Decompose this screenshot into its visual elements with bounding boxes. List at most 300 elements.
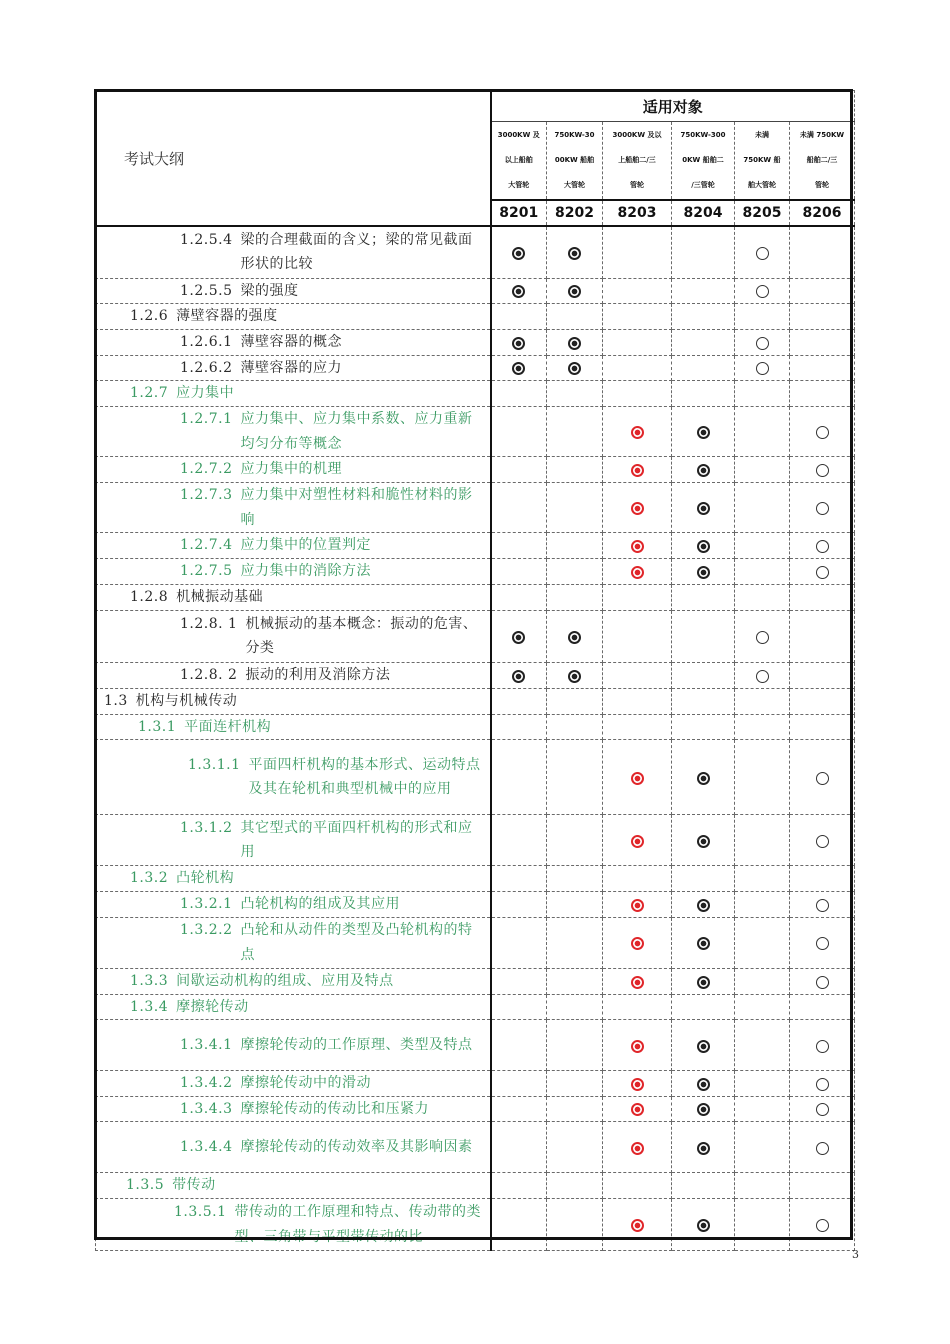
black-bullseye-icon: [512, 247, 525, 260]
outline-item: [96, 457, 491, 483]
mark-cell: [547, 994, 603, 1020]
mark-cell: [735, 483, 790, 533]
column-name-line: 舶大管轮: [748, 181, 776, 189]
mark-cell: [790, 329, 855, 355]
mark-cell: [735, 533, 790, 559]
red-bullseye-icon: [631, 1103, 644, 1116]
item-number: 1.3.1: [138, 718, 177, 735]
mark-cell: [547, 1173, 603, 1199]
mark-cell: [790, 278, 855, 304]
mark-cell: [603, 1173, 672, 1199]
item-text: 梁的合理截面的含义；梁的常见截面形状的比较: [240, 231, 473, 273]
item-number: 1.2.7.3: [180, 487, 233, 503]
item-number: 1.2.8. 1: [180, 615, 238, 632]
mark-cell: [672, 457, 735, 483]
mark-cell: [603, 866, 672, 892]
outline-item: [96, 866, 491, 892]
black-bullseye-icon: [697, 899, 710, 912]
mark-cell: [672, 329, 735, 355]
item-number: 1.3.2.1: [180, 896, 233, 912]
red-bullseye-icon: [631, 1142, 644, 1155]
mark-cell: [735, 381, 790, 407]
mark-cell: [547, 688, 603, 714]
table-row: [96, 1020, 855, 1071]
table-row: [96, 1071, 855, 1097]
mark-cell: [735, 584, 790, 610]
item-text: 其它型式的平面四杆机构的形式和应用: [240, 819, 473, 860]
mark-cell: [603, 533, 672, 559]
mark-cell: [491, 304, 547, 330]
column-name-4: [672, 122, 735, 201]
mark-cell: [672, 688, 735, 714]
mark-cell: [790, 533, 855, 559]
open-circle-icon: [756, 247, 769, 260]
outline-item: [96, 815, 491, 866]
mark-cell: [735, 688, 790, 714]
mark-cell: [672, 278, 735, 304]
outline-header: 考试大纲: [96, 91, 491, 227]
black-bullseye-icon: [512, 285, 525, 298]
column-name-line: 以上船舶: [504, 156, 533, 164]
outline-item: [96, 483, 491, 533]
red-bullseye-icon: [631, 899, 644, 912]
mark-cell: [790, 968, 855, 994]
mark-cell: [603, 968, 672, 994]
item-number: 1.2.7.5: [180, 563, 233, 579]
item-text: 应力集中: [176, 385, 235, 402]
outline-item: [96, 892, 491, 918]
mark-cell: [491, 815, 547, 866]
column-code-4: 8204: [672, 200, 735, 226]
red-bullseye-icon: [631, 772, 644, 785]
table-row: [96, 278, 855, 304]
mark-cell: [603, 688, 672, 714]
mark-cell: [547, 278, 603, 304]
mark-cell: [491, 1199, 547, 1251]
black-bullseye-icon: [568, 337, 581, 350]
mark-cell: [672, 740, 735, 815]
mark-cell: [491, 662, 547, 688]
mark-cell: [672, 1096, 735, 1122]
mark-cell: [603, 483, 672, 533]
red-bullseye-icon: [631, 937, 644, 950]
mark-cell: [790, 1096, 855, 1122]
item-text: 梁的强度: [240, 282, 299, 299]
open-circle-icon: [816, 566, 829, 579]
red-bullseye-icon: [631, 566, 644, 579]
outline-item: [96, 533, 491, 559]
item-text: 应力集中的位置判定: [240, 537, 371, 554]
mark-cell: [735, 714, 790, 740]
item-number: 1.2.5.5: [180, 282, 233, 299]
mark-cell: [790, 1020, 855, 1071]
mark-cell: [735, 1173, 790, 1199]
item-number: 1.3.4.3: [180, 1100, 233, 1117]
mark-cell: [603, 610, 672, 662]
mark-cell: [603, 815, 672, 866]
mark-cell: [672, 483, 735, 533]
table-row: [96, 457, 855, 483]
column-name-5: [735, 122, 790, 201]
open-circle-icon: [816, 899, 829, 912]
table-row: [96, 1122, 855, 1173]
open-circle-icon: [816, 540, 829, 553]
column-code-3: 8203: [603, 200, 672, 226]
column-code-5: 8205: [735, 200, 790, 226]
page-number: 3: [852, 1248, 859, 1261]
mark-cell: [491, 1071, 547, 1097]
mark-cell: [603, 994, 672, 1020]
outline-item: [96, 559, 491, 585]
table-row: [96, 994, 855, 1020]
mark-cell: [790, 304, 855, 330]
mark-cell: [790, 355, 855, 381]
black-bullseye-icon: [697, 1142, 710, 1155]
item-number: 1.2.7.1: [180, 411, 233, 427]
column-code-2: 8202: [547, 200, 603, 226]
column-name-line: 上船舶二/三: [618, 156, 656, 164]
mark-cell: [790, 457, 855, 483]
item-text: 平面连杆机构: [184, 718, 272, 735]
mark-cell: [547, 381, 603, 407]
mark-cell: [735, 740, 790, 815]
mark-cell: [603, 1122, 672, 1173]
mark-cell: [491, 892, 547, 918]
mark-cell: [547, 226, 603, 278]
mark-cell: [672, 407, 735, 457]
column-name-line: 未满: [755, 131, 769, 139]
outline-item: [96, 355, 491, 381]
mark-cell: [735, 1199, 790, 1251]
table-row: [96, 892, 855, 918]
item-text: 带传动: [172, 1177, 216, 1194]
outline-item: [96, 407, 491, 457]
mark-cell: [491, 1173, 547, 1199]
open-circle-icon: [816, 1078, 829, 1091]
item-text: 摩擦轮传动的工作原理、类型及特点: [240, 1036, 473, 1053]
mark-cell: [603, 1071, 672, 1097]
mark-cell: [735, 662, 790, 688]
item-number: 1.3.2.2: [180, 922, 233, 938]
column-name-2: [547, 122, 603, 201]
column-name-line: 未满 750KW: [799, 131, 845, 139]
mark-cell: [735, 457, 790, 483]
mark-cell: [672, 866, 735, 892]
mark-cell: [672, 714, 735, 740]
black-bullseye-icon: [697, 1078, 710, 1091]
mark-cell: [547, 740, 603, 815]
item-text: 凸轮机构的组成及其应用: [240, 896, 400, 912]
mark-cell: [735, 1071, 790, 1097]
item-text: 应力集中的机理: [240, 461, 342, 478]
mark-cell: [672, 968, 735, 994]
item-text: 摩擦轮传动: [176, 998, 249, 1015]
open-circle-icon: [756, 670, 769, 683]
red-bullseye-icon: [631, 540, 644, 553]
black-bullseye-icon: [568, 285, 581, 298]
mark-cell: [735, 866, 790, 892]
open-circle-icon: [816, 1040, 829, 1053]
column-name-line: 船舶二/三: [806, 156, 838, 164]
black-bullseye-icon: [568, 670, 581, 683]
outline-item: [96, 714, 491, 740]
mark-cell: [790, 1122, 855, 1173]
outline-item: [96, 584, 491, 610]
mark-cell: [790, 815, 855, 866]
item-text: 间歇运动机构的组成、应用及特点: [176, 972, 394, 989]
item-number: 1.2.7: [130, 385, 169, 402]
mark-cell: [603, 278, 672, 304]
black-bullseye-icon: [512, 670, 525, 683]
open-circle-icon: [816, 835, 829, 848]
outline-item: [96, 278, 491, 304]
mark-cell: [603, 559, 672, 585]
mark-cell: [547, 407, 603, 457]
item-number: 1.2.6.2: [180, 359, 233, 376]
table-row: [96, 866, 855, 892]
open-circle-icon: [816, 937, 829, 950]
mark-cell: [735, 994, 790, 1020]
item-number: 1.2.6.1: [180, 333, 233, 350]
column-name-6: [790, 122, 855, 201]
mark-cell: [491, 1096, 547, 1122]
table-row: [96, 714, 855, 740]
mark-cell: [672, 1020, 735, 1071]
mark-cell: [790, 407, 855, 457]
table-row: [96, 1199, 855, 1251]
mark-cell: [547, 968, 603, 994]
column-name-3: [603, 122, 672, 201]
item-text: 薄壁容器的概念: [240, 333, 342, 350]
mark-cell: [672, 1071, 735, 1097]
item-number: 1.3.2: [130, 870, 169, 887]
mark-cell: [672, 815, 735, 866]
mark-cell: [672, 533, 735, 559]
table-row: [96, 381, 855, 407]
mark-cell: [790, 892, 855, 918]
item-text: 振动的利用及消除方法: [245, 666, 391, 683]
item-text: 薄壁容器的应力: [240, 359, 342, 376]
mark-cell: [547, 610, 603, 662]
open-circle-icon: [816, 1103, 829, 1116]
mark-cell: [547, 457, 603, 483]
item-number: 1.2.7.2: [180, 461, 233, 478]
mark-cell: [491, 355, 547, 381]
mark-cell: [790, 226, 855, 278]
open-circle-icon: [816, 1142, 829, 1155]
outline-item: [96, 1122, 491, 1173]
mark-cell: [603, 584, 672, 610]
mark-cell: [790, 662, 855, 688]
black-bullseye-icon: [697, 566, 710, 579]
outline-item: [96, 610, 491, 662]
open-circle-icon: [756, 631, 769, 644]
item-text: 应力集中对塑性材料和脆性材料的影响: [240, 487, 473, 528]
mark-cell: [735, 815, 790, 866]
open-circle-icon: [816, 464, 829, 477]
mark-cell: [735, 329, 790, 355]
black-bullseye-icon: [697, 1219, 710, 1232]
mark-cell: [672, 917, 735, 968]
table-row: [96, 226, 855, 278]
mark-cell: [672, 355, 735, 381]
mark-cell: [491, 278, 547, 304]
mark-cell: [672, 892, 735, 918]
column-name-line: 00KW 船舶: [554, 156, 595, 164]
mark-cell: [547, 1071, 603, 1097]
mark-cell: [603, 1096, 672, 1122]
mark-cell: [672, 662, 735, 688]
mark-cell: [735, 559, 790, 585]
table-row: [96, 1173, 855, 1199]
mark-cell: [603, 740, 672, 815]
mark-cell: [547, 533, 603, 559]
item-number: 1.2.7.4: [180, 537, 233, 554]
mark-cell: [603, 407, 672, 457]
outline-item: [96, 381, 491, 407]
table-row: [96, 304, 855, 330]
outline-item: [96, 968, 491, 994]
outline-item: [96, 226, 491, 278]
table-row: [96, 329, 855, 355]
mark-cell: [491, 1122, 547, 1173]
black-bullseye-icon: [697, 976, 710, 989]
mark-cell: [491, 457, 547, 483]
table-row: [96, 917, 855, 968]
item-text: 机械振动基础: [176, 588, 264, 605]
mark-cell: [547, 304, 603, 330]
item-text: 凸轮机构: [176, 870, 235, 887]
mark-cell: [491, 533, 547, 559]
open-circle-icon: [816, 426, 829, 439]
red-bullseye-icon: [631, 1040, 644, 1053]
black-bullseye-icon: [568, 247, 581, 260]
black-bullseye-icon: [697, 426, 710, 439]
mark-cell: [672, 226, 735, 278]
item-text: 机构与机械传动: [135, 692, 238, 709]
mark-cell: [672, 610, 735, 662]
mark-cell: [547, 1020, 603, 1071]
mark-cell: [491, 381, 547, 407]
mark-cell: [547, 1122, 603, 1173]
table-row: [96, 1096, 855, 1122]
item-number: 1.3.4.1: [180, 1036, 233, 1053]
black-bullseye-icon: [697, 1040, 710, 1053]
item-text: 应力集中的消除方法: [240, 563, 371, 579]
column-code-6: 8206: [790, 200, 855, 226]
item-text: 带传动的工作原理和特点、传动带的类型、三角带与平型带传动的比: [234, 1204, 481, 1245]
black-bullseye-icon: [512, 337, 525, 350]
mark-cell: [790, 917, 855, 968]
mark-cell: [672, 994, 735, 1020]
mark-cell: [790, 714, 855, 740]
table-row: [96, 559, 855, 585]
item-number: 1.3.3: [130, 972, 169, 989]
mark-cell: [547, 1199, 603, 1251]
column-name-line: 管轮: [630, 181, 644, 189]
mark-cell: [491, 610, 547, 662]
table-row: [96, 483, 855, 533]
item-text: 摩擦轮传动的传动比和压紧力: [240, 1100, 429, 1117]
red-bullseye-icon: [631, 976, 644, 989]
mark-cell: [735, 917, 790, 968]
mark-cell: [790, 1173, 855, 1199]
column-code-1: 8201: [491, 200, 547, 226]
column-name-line: /三管轮: [691, 181, 715, 189]
black-bullseye-icon: [512, 631, 525, 644]
red-bullseye-icon: [631, 426, 644, 439]
column-name-1: [491, 122, 547, 201]
black-bullseye-icon: [697, 937, 710, 950]
mark-cell: [547, 662, 603, 688]
mark-cell: [491, 1020, 547, 1071]
table-row: [96, 740, 855, 815]
mark-cell: [672, 1173, 735, 1199]
mark-cell: [672, 1122, 735, 1173]
mark-cell: [672, 304, 735, 330]
item-text: 凸轮和从动件的类型及凸轮机构的特点: [240, 922, 473, 963]
item-text: 摩擦轮传动的传动效率及其影响因素: [240, 1138, 473, 1155]
column-name-line: 0KW 船舶二: [682, 156, 724, 164]
item-text: 平面四杆机构的基本形式、运动特点及其在轮机和典型机械中的应用: [248, 756, 481, 797]
table-row: [96, 688, 855, 714]
mark-cell: [547, 559, 603, 585]
mark-cell: [790, 866, 855, 892]
mark-cell: [547, 329, 603, 355]
open-circle-icon: [816, 1219, 829, 1232]
red-bullseye-icon: [631, 464, 644, 477]
applicable-header: 适用对象: [491, 91, 855, 122]
item-number: 1.3.1.2: [180, 819, 233, 836]
item-number: 1.3.5.1: [174, 1204, 227, 1220]
column-name-line: 750KW-300: [680, 131, 726, 139]
mark-cell: [672, 559, 735, 585]
red-bullseye-icon: [631, 835, 644, 848]
mark-cell: [491, 584, 547, 610]
mark-cell: [735, 407, 790, 457]
item-number: 1.2.5.4: [180, 231, 233, 248]
open-circle-icon: [756, 362, 769, 375]
mark-cell: [547, 355, 603, 381]
outline-item: [96, 1173, 491, 1199]
outline-item: [96, 662, 491, 688]
mark-cell: [491, 714, 547, 740]
item-number: 1.2.6: [130, 308, 169, 324]
table-row: [96, 610, 855, 662]
mark-cell: [735, 304, 790, 330]
item-text: 摩擦轮传动中的滑动: [240, 1075, 371, 1091]
black-bullseye-icon: [568, 362, 581, 375]
column-name-line: 大管轮: [564, 181, 585, 189]
table-row: [96, 968, 855, 994]
mark-cell: [790, 483, 855, 533]
mark-cell: [547, 815, 603, 866]
mark-cell: [735, 610, 790, 662]
table-row: [96, 662, 855, 688]
mark-cell: [672, 381, 735, 407]
black-bullseye-icon: [697, 502, 710, 515]
mark-cell: [790, 559, 855, 585]
mark-cell: [603, 329, 672, 355]
mark-cell: [603, 662, 672, 688]
mark-cell: [735, 226, 790, 278]
column-name-line: 3000KW 及以: [612, 131, 662, 139]
mark-cell: [491, 688, 547, 714]
mark-cell: [735, 1020, 790, 1071]
mark-cell: [790, 1071, 855, 1097]
table-row: [96, 355, 855, 381]
mark-cell: [790, 740, 855, 815]
